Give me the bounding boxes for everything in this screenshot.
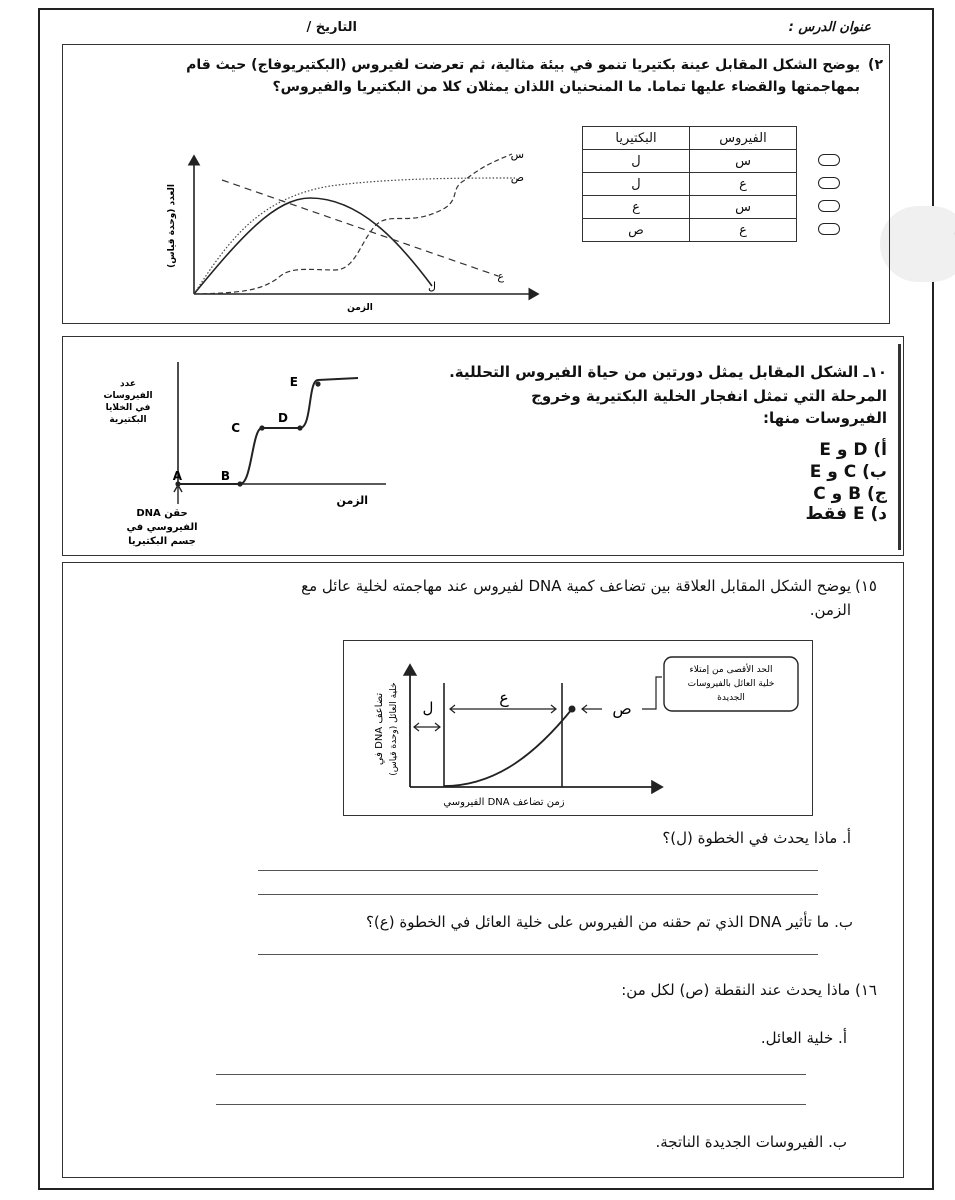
q10-option-d[interactable]: د) E فقط xyxy=(805,504,887,524)
answer-line xyxy=(216,1074,806,1075)
curve-label: س xyxy=(510,148,524,161)
y-axis-label: الفيروسات xyxy=(103,391,153,401)
q15-graph xyxy=(344,641,812,815)
answer-bubble-1[interactable] xyxy=(818,154,840,166)
x-axis-label: الزمن xyxy=(347,303,373,313)
question-15-text: يوضح الشكل المقابل العلاقة بين تضاعف كمية DNA لفيروس عند مهاجمته لخلية عائل مع الزمن. xyxy=(301,577,851,619)
question-15-b: ب. ما تأثير DNA الذي تم حقنه من الفيروس على خلية العائل في الخطوة (ع)؟ xyxy=(365,913,853,931)
table-cell: ص xyxy=(583,219,690,242)
y-axis-label: عدد xyxy=(120,379,136,389)
question-15-a: أ. ماذا يحدث في الخطوة (ل)؟ xyxy=(662,829,851,847)
table-row xyxy=(583,150,797,173)
page-number-badge xyxy=(880,206,955,282)
curve-s xyxy=(194,178,515,294)
question-10-line-2: المرحلة التي تمثل انفجار الخلية البكتيرية وخروج xyxy=(531,387,887,405)
segment-label: ص xyxy=(612,699,632,718)
question-16-b: ب. الفيروسات الجديدة الناتجة. xyxy=(655,1133,847,1151)
dna-curve xyxy=(444,709,572,786)
table-row xyxy=(583,219,797,242)
q10-option-b[interactable]: ب) C و E xyxy=(809,462,887,482)
curve-l xyxy=(194,198,432,294)
injection-label: حقن DNA xyxy=(136,508,188,519)
question-15-number: ١٥) xyxy=(855,577,877,595)
callout-text: الجديدة xyxy=(717,693,745,703)
answer-line xyxy=(258,954,818,955)
y-axis-label: في الخلايا xyxy=(105,403,151,413)
callout-connector xyxy=(642,677,662,709)
answer-bubble-4[interactable] xyxy=(818,223,840,235)
injection-label: الفيروسي في xyxy=(126,522,198,533)
point-c xyxy=(259,425,264,430)
q2-options-table xyxy=(582,126,797,242)
table-cell: ع xyxy=(690,219,797,242)
q10-option-c[interactable]: ج) B و C xyxy=(813,484,887,504)
table-cell: ع xyxy=(583,196,690,219)
point-label: B xyxy=(220,469,230,483)
answer-bubble-3[interactable] xyxy=(818,200,840,212)
answer-line xyxy=(216,1104,806,1105)
point-b xyxy=(237,481,242,486)
q10-graph xyxy=(90,356,410,552)
curve-ain xyxy=(222,180,498,276)
max-point xyxy=(569,706,576,713)
question-10-line-1: ١٠ـ الشكل المقابل يمثل دورتين من حياة الفيروس التحللية. xyxy=(449,363,887,381)
y-axis-label: خلية العائل (وحدة قياس) xyxy=(389,682,399,776)
table-cell: س xyxy=(690,196,797,219)
question-16-text: ١٦) ماذا يحدث عند النقطة (ص) لكل من: xyxy=(621,981,877,999)
point-label: E xyxy=(289,375,298,389)
curve-label: ل xyxy=(428,280,436,293)
date-label: التاريخ / xyxy=(306,20,357,35)
q2-graph xyxy=(160,148,550,318)
table-row xyxy=(583,173,797,196)
question-2-number: ٢) xyxy=(868,57,883,73)
question-10-line-3: الفيروسات منها: xyxy=(763,409,887,427)
curve-label: ص xyxy=(510,171,524,184)
table-cell: س xyxy=(690,150,797,173)
table-cell: ع xyxy=(690,173,797,196)
table-header-virus: الفيروس xyxy=(690,127,797,150)
callout-text: خلية العائل بالفيروسات xyxy=(687,679,775,689)
point-label: C xyxy=(231,421,240,435)
x-axis-label: الزمن xyxy=(336,494,368,507)
point-label: D xyxy=(278,411,288,425)
segment-label: ع xyxy=(499,688,509,707)
q10-side-rule xyxy=(898,344,901,550)
q10-option-a[interactable]: أ) D و E xyxy=(819,440,887,460)
answer-line xyxy=(258,894,818,895)
question-16-a: أ. خلية العائل. xyxy=(760,1029,847,1047)
table-header-bacteria: البكتيريا xyxy=(583,127,690,150)
y-axis-label: العدد (وحدة قياس) xyxy=(167,184,177,268)
injection-label: جسم البكتيريا xyxy=(128,536,196,547)
y-axis-label: البكتيرية xyxy=(109,415,147,425)
answer-line xyxy=(258,870,818,871)
lesson-title: عنوان الدرس : xyxy=(788,20,871,35)
y-axis-label: تضاعف DNA في xyxy=(374,692,385,766)
table-row xyxy=(583,196,797,219)
table-cell: ل xyxy=(583,150,690,173)
point-label: A xyxy=(172,469,182,483)
table-cell: ل xyxy=(583,173,690,196)
point-d xyxy=(297,425,302,430)
question-2-text: يوضح الشكل المقابل عينة بكتيريا تنمو في بيئة مثالية، ثم تعرضت لفيروس (البكتيريوفاج) حيث قام بمهاجمتها والقضاء عليها تماما. ما المنحنيان اللذان يمثلان كلا من البكتيريا والفيروس؟ xyxy=(186,57,860,95)
segment-label: ل xyxy=(422,699,434,717)
callout-text: الحد الأقصى من إمتلاء xyxy=(689,665,773,675)
answer-bubble-2[interactable] xyxy=(818,177,840,189)
curve-sin xyxy=(194,154,512,294)
virus-curve xyxy=(178,378,358,484)
point-e xyxy=(315,381,320,386)
curve-label: ع xyxy=(497,270,504,283)
x-axis-label: زمن تضاعف DNA الفيروسي xyxy=(443,797,565,808)
